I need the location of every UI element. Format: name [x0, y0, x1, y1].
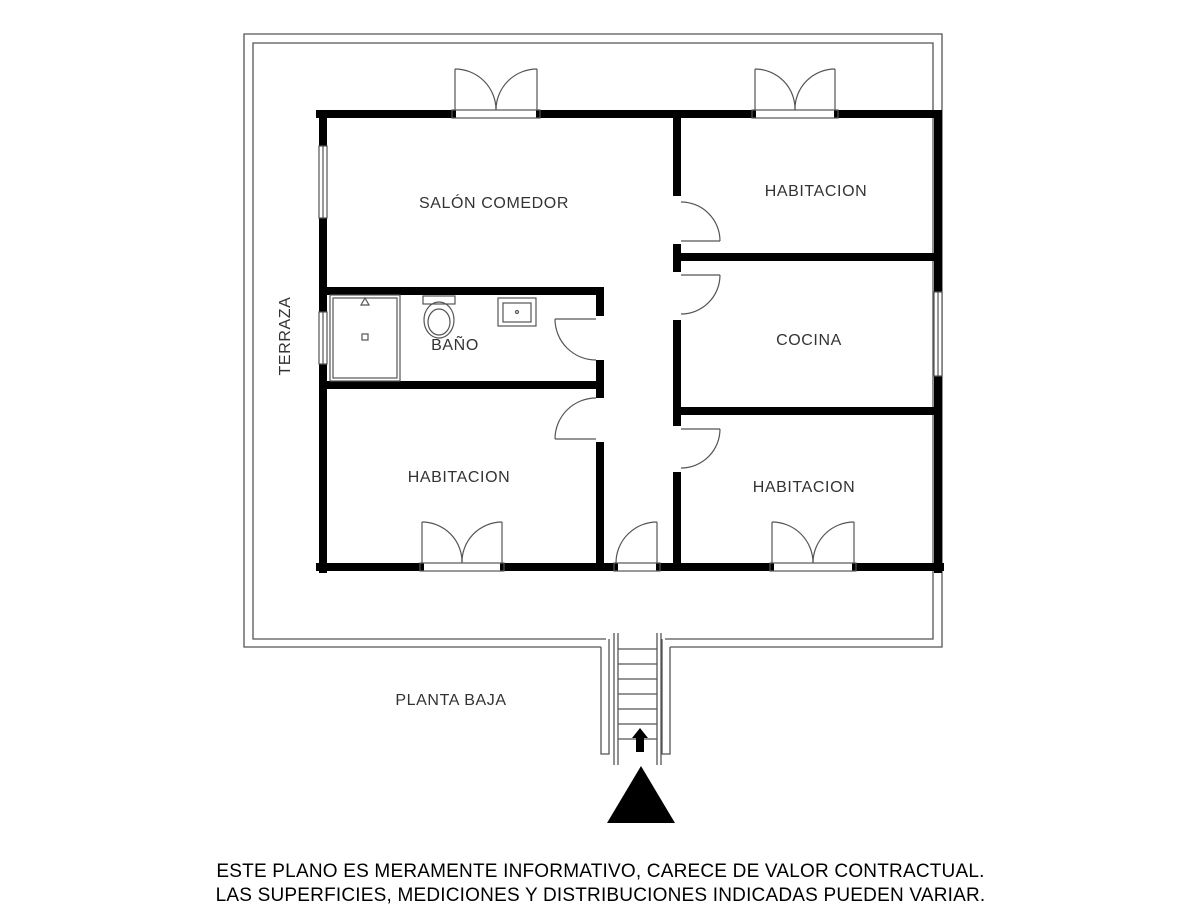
stairs-up-arrow-icon: [632, 728, 648, 752]
disclaimer-line-1: ESTE PLANO ES MERAMENTE INFORMATIVO, CARECE DE VALOR CONTRACTUAL.: [216, 861, 985, 882]
room-label-habitacion-bottom-right: HABITACION: [752, 479, 856, 496]
double-door-habitacion-top: [752, 69, 838, 118]
room-label-habitacion-bottom-left: HABITACION: [407, 469, 511, 486]
shower-tray-icon: [330, 295, 400, 381]
room-label-salon-comedor: SALÓN COMEDOR: [418, 195, 570, 212]
disclaimer-line-2: LAS SUPERFICIES, MEDICIONES Y DISTRIBUCIONES INDICADAS PUEDEN VARIAR.: [215, 885, 986, 906]
disclaimer: [0, 860, 1201, 908]
floor-label: PLANTA BAJA: [395, 692, 507, 709]
room-label-cocina: COCINA: [776, 332, 842, 349]
sink-icon: [498, 298, 536, 326]
double-door-habitacion-bottom-left: [420, 522, 504, 571]
room-label-habitacion-top: HABITACION: [764, 183, 868, 200]
double-door-salon-top: [452, 69, 540, 118]
double-door-habitacion-bottom-right: [770, 522, 856, 571]
interior-doors: [555, 196, 720, 472]
entrance-marker-icon: [607, 766, 675, 823]
entrance-door: [614, 522, 660, 571]
room-label-terraza: TERRAZA: [277, 296, 294, 376]
entrance-stairs: [601, 633, 670, 765]
toilet-icon: [423, 296, 455, 338]
room-label-bano: BAÑO: [431, 337, 479, 354]
